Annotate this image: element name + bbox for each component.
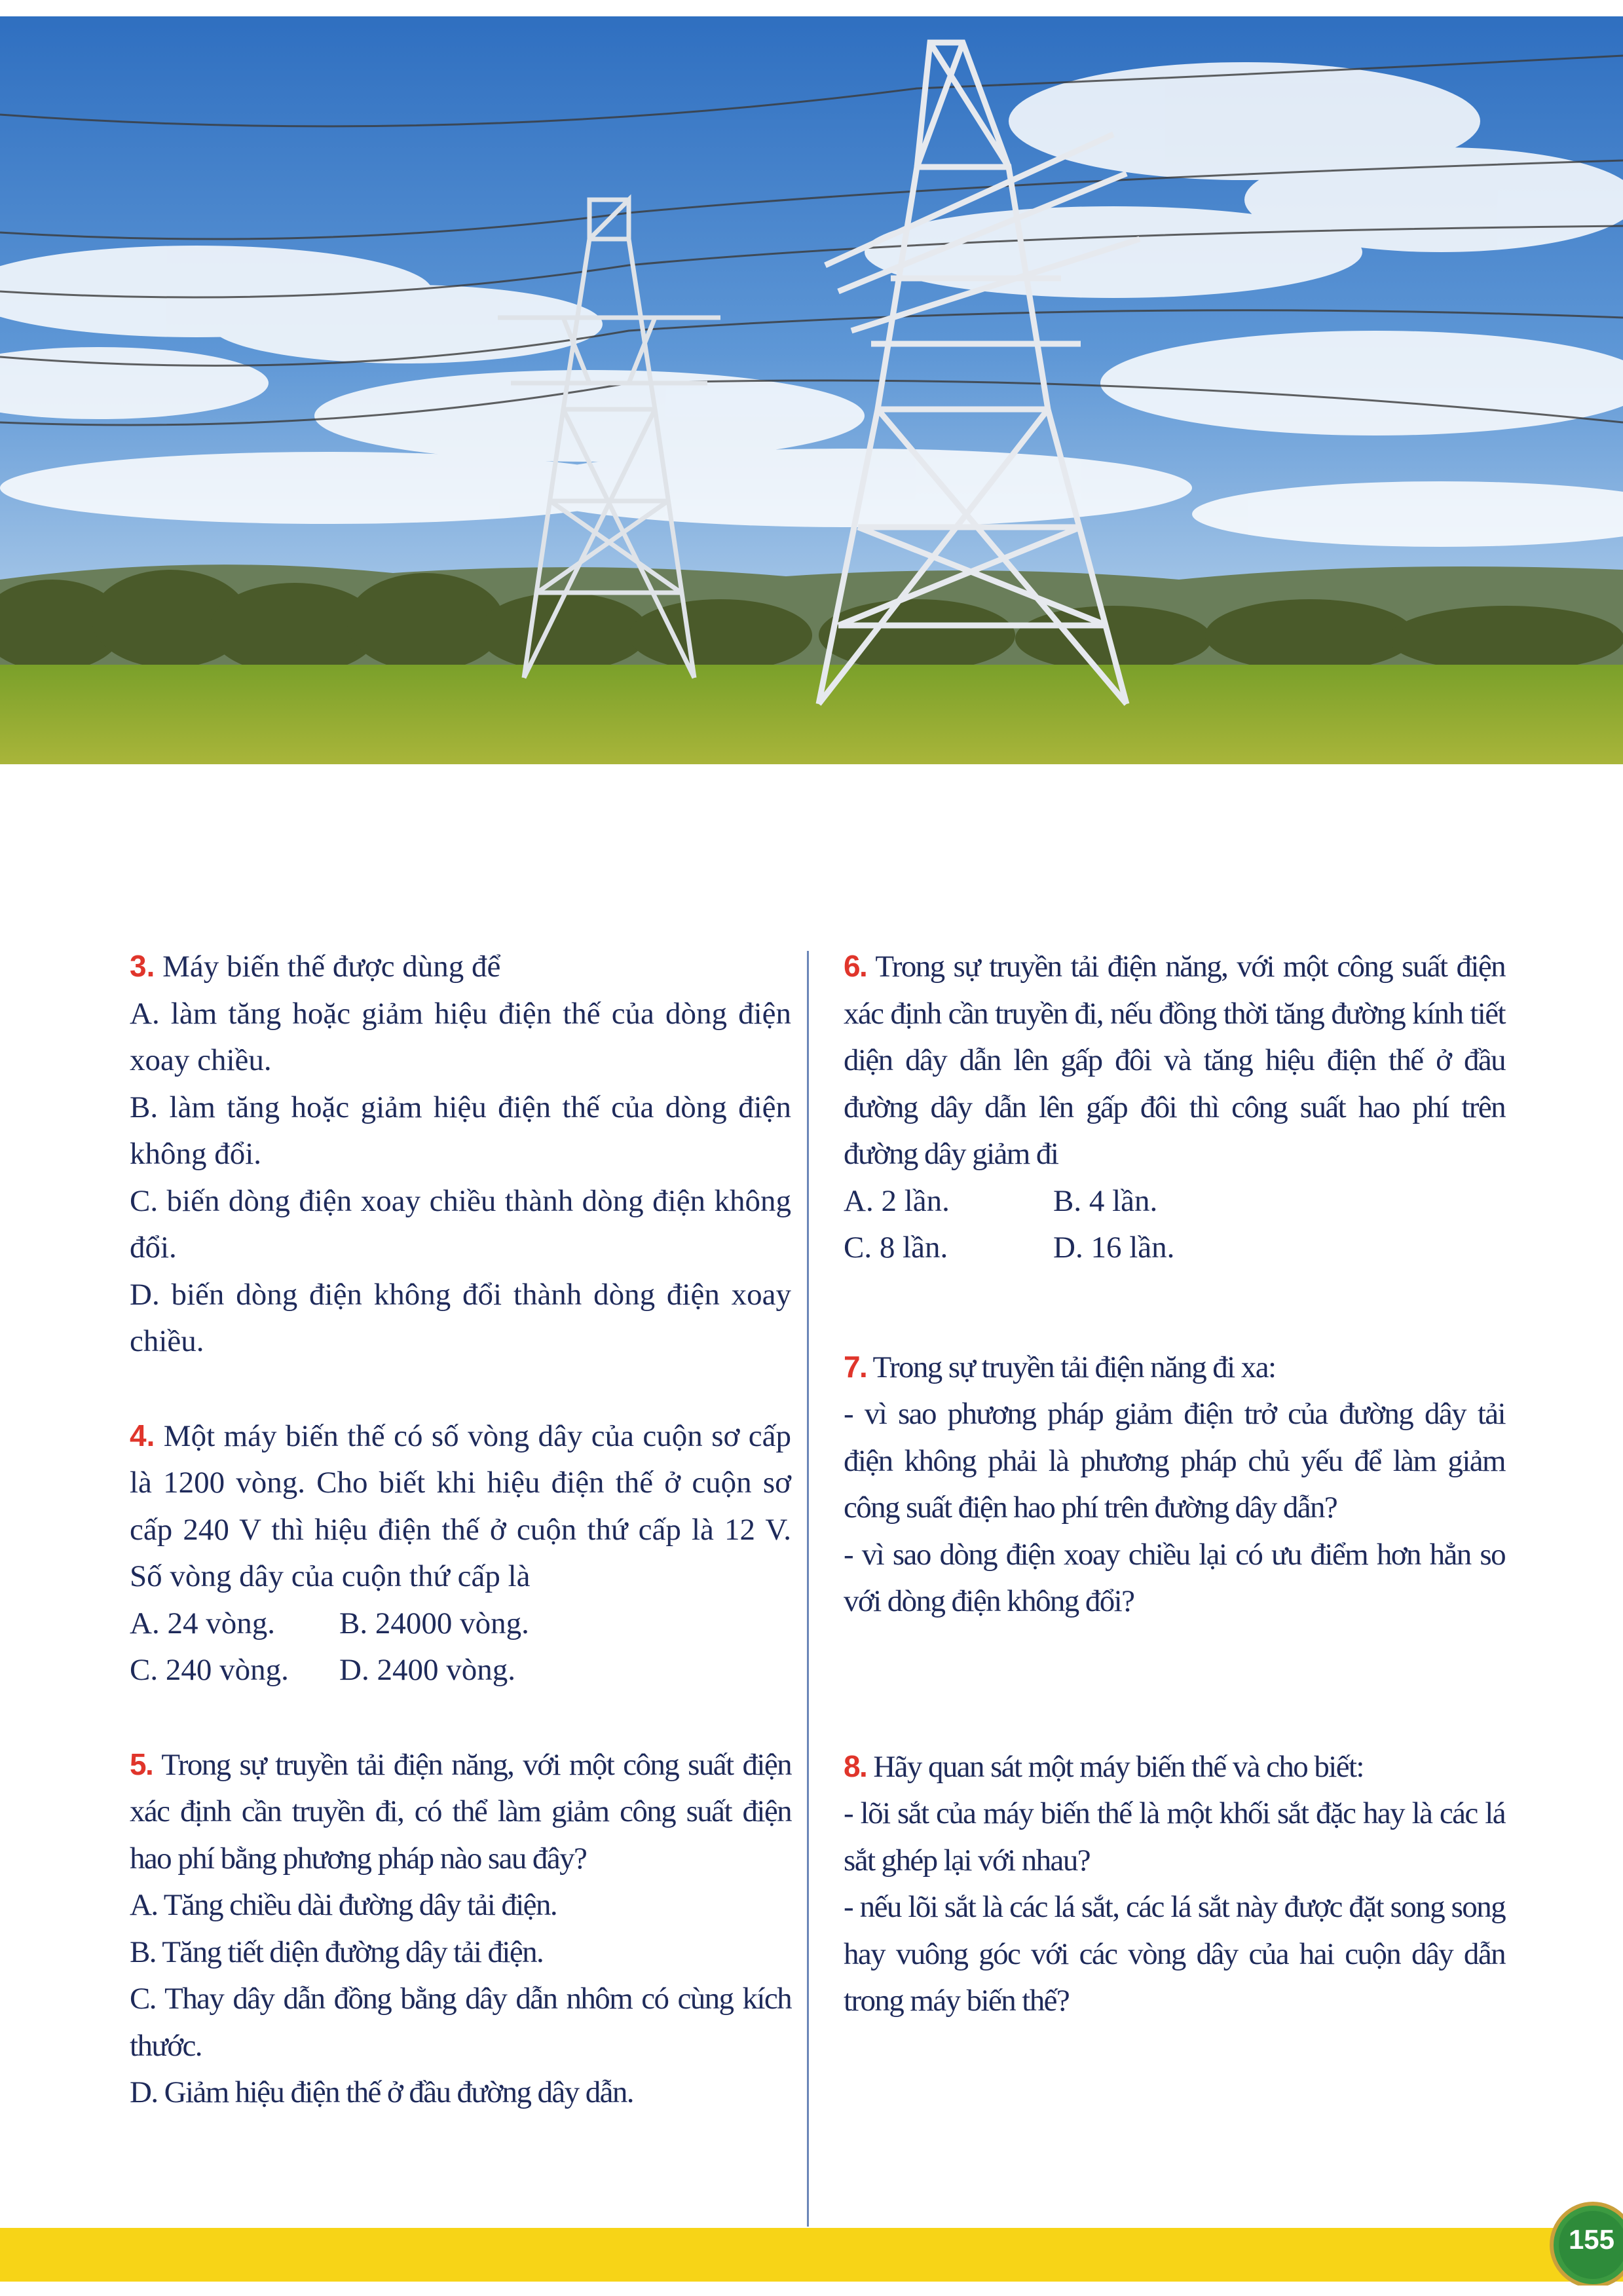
question-item: - nếu lõi sắt là các lá sắt, các lá sắt này được đặt song song hay vuông góc với các vòng dây của hai cuộn dây dẫn trong máy biến thế? <box>844 1890 1505 2018</box>
question-6 <box>844 943 1505 1272</box>
question-7 <box>844 1344 1505 1625</box>
left-column <box>130 943 791 2117</box>
option-b: B. 24000 vòng. <box>339 1606 529 1640</box>
header-photo <box>0 16 1623 764</box>
question-8 <box>844 1743 1505 2025</box>
column-divider <box>807 951 809 2227</box>
right-column <box>844 943 1505 2025</box>
option-c: C. biến dòng điện xoay chiều thành dòng điện không đổi. <box>130 1183 791 1265</box>
option-b: B. 4 lần. <box>1053 1183 1158 1218</box>
question-number: 5. <box>130 1747 153 1781</box>
question-item: - vì sao dòng điện xoay chiều lại có ưu điểm hơn hẳn so với dòng điện không đổi? <box>844 1537 1505 1618</box>
question-stem: Trong sự truyền tải điện năng, với một công suất điện xác định cần truyền đi, nếu đồng thời tăng đường kính tiết diện dây dẫn lên gấp đôi và tăng hiệu điện thế ở đầu đường dây dẫn lên gấp đôi thì công suất hao phí trên đường dây giảm đi <box>844 950 1505 1171</box>
option-b: B. làm tăng hoặc giảm hiệu điện thế của dòng điện không đổi. <box>130 1090 791 1171</box>
option-d: D. biến dòng điện không đổi thành dòng điện xoay chiều. <box>130 1277 791 1358</box>
question-5 <box>130 1741 791 2117</box>
option-c: C. 8 lần. <box>844 1231 948 1265</box>
option-a: A. Tăng chiều dài đường dây tải điện. <box>130 1888 557 1922</box>
question-number: 7. <box>844 1349 867 1384</box>
question-3 <box>130 943 791 1365</box>
footer-bar <box>0 2228 1623 2282</box>
transmission-towers-image <box>0 16 1623 764</box>
option-a: A. 24 vòng. <box>130 1606 275 1640</box>
page-number: 155 <box>1568 2224 1615 2255</box>
question-number: 3. <box>130 949 155 983</box>
option-a: A. 2 lần. <box>844 1183 950 1218</box>
question-number: 8. <box>844 1749 867 1783</box>
question-item: - vì sao phương pháp giảm điện trở của đường dây tải điện không phải là phương pháp chủ yếu để làm giảm công suất điện hao phí trên đường dây dẫn? <box>844 1397 1505 1525</box>
question-stem: Máy biến thế được dùng để <box>162 950 501 984</box>
option-d: D. 16 lần. <box>1053 1231 1175 1265</box>
option-c: C. 240 vòng. <box>130 1653 289 1687</box>
question-item: - lõi sắt của máy biến thế là một khối sắt đặc hay là các lá sắt ghép lại với nhau? <box>844 1796 1505 1878</box>
question-number: 6. <box>844 949 867 983</box>
question-stem: Hãy quan sát một máy biến thế và cho biết: <box>873 1749 1364 1784</box>
option-b: B. Tăng tiết diện đường dây tải điện. <box>130 1935 544 1969</box>
question-stem: Trong sự truyền tải điện năng, với một công suất điện xác định cần truyền đi, có thể làm giảm công suất điện hao phí bằng phương pháp nào sau đây? <box>130 1747 791 1876</box>
question-4 <box>130 1413 791 1694</box>
question-stem: Trong sự truyền tải điện năng đi xa: <box>872 1350 1276 1384</box>
option-a: A. làm tăng hoặc giảm hiệu điện thế của dòng điện xoay chiều. <box>130 996 791 1077</box>
question-stem: Một máy biến thế có số vòng dây của cuộn sơ cấp là 1200 vòng. Cho biết khi hiệu điện thế ở cuộn sơ cấp 240 V thì hiệu điện thế ở cuộn thứ cấp là 12 V. Số vòng dây của cuộn thứ cấp là <box>130 1418 791 1593</box>
option-d: D. 2400 vòng. <box>339 1653 515 1687</box>
option-d: D. Giảm hiệu điện thế ở đầu đường dây dẫn. <box>130 2075 633 2109</box>
option-c: C. Thay dây dẫn đồng bằng dây dẫn nhôm có cùng kích thước. <box>130 1982 791 2063</box>
question-number: 4. <box>130 1418 155 1453</box>
